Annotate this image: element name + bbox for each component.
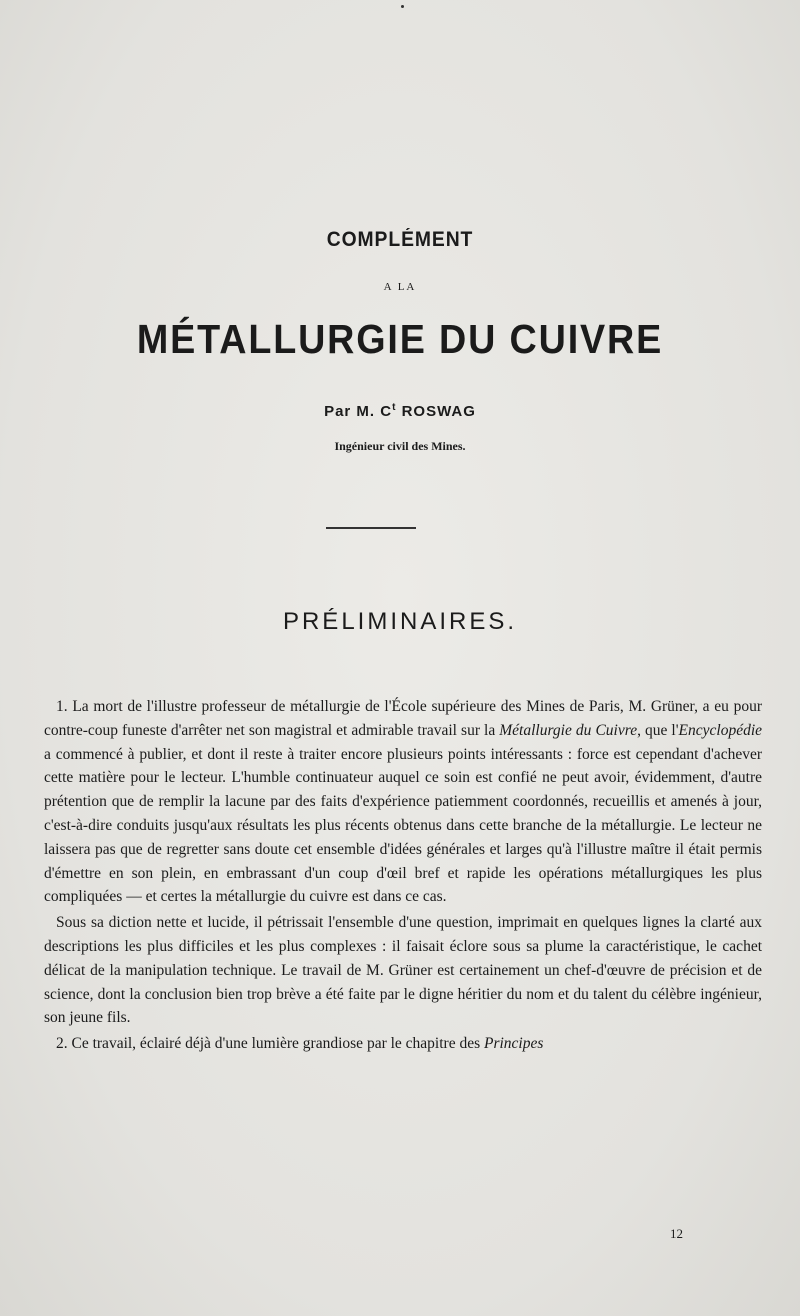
paragraph-number: 1. xyxy=(56,698,68,715)
text-segment: La mort de l'illustre professeur de métallurgie de l'École supérieure des Mines de Paris, M. Grüner, a eu pour contre-coup funeste d'arrêter net son magistral et admirable travail sur la xyxy=(44,698,762,739)
page-number: 12 xyxy=(670,1226,683,1241)
text-segment-italic: Encyclopédie xyxy=(678,721,763,739)
paragraph-number: 2. xyxy=(56,1035,68,1053)
paragraph-3 xyxy=(44,1032,762,1056)
paragraph-1 xyxy=(44,695,762,909)
text-segment-italic: Principes xyxy=(484,1035,544,1053)
text-segment-italic: Métallurgie du Cuivre xyxy=(499,721,638,739)
text-segment: Ce travail, éclairé déjà d'une lumière grandiose par le chapitre des xyxy=(67,1035,484,1053)
text-segment: Sous sa diction nette et lucide, il pétrissait l'ensemble d'une question, imprimait en quelques lignes la clarté aux descriptions les plus difficiles et les plus complexes : il faisait éclore sous sa plume la caractéristique, le cachet délicat de la manipulation technique. Le travail de M. Grüner est certainement un chef-d'œuvre de précision et de science, dont la conclusion bien trop brève a été faite par le digne héritier du nom et du talent du célèbre ingénieur, son jeune fils. xyxy=(44,914,762,1027)
author-byline xyxy=(0,402,800,420)
text-segment: , que l' xyxy=(637,721,679,739)
section-title: PRÉLIMINAIRES. xyxy=(282,608,518,635)
title-complement: COMPLÉMENT xyxy=(326,228,474,251)
divider-rule xyxy=(326,527,416,529)
title-a-la: A LA xyxy=(383,281,417,293)
author-name: ROSWAG xyxy=(396,403,476,420)
author-role: Ingénieur civil des Mines. xyxy=(334,439,466,453)
text-segment: a commencé à publier, et dont il reste à traiter encore plusieurs points intéressants : force est cependant d'achever cette matière pour le lecteur. L'humble continuateur auquel ce soin est confié ne peut avoir, évidemment, d'autre prétention que de remplir la lacune par des faits d'expérience patiemment coordonnés, recueillis et amenés à jour, c'est-à-dire conduits jusqu'aux résultats les plus récents obtenus dans cette branche de la métallurgie. Le lecteur ne laissera pas que de regretter sans doute cet ensemble d'idées générales et larges qu'à l'illustre maître il était permis d'émettre en son plein, en embrassant d'un coup d'œil bref et rapide les opérations métallurgiques les plus compliquées — et certes la métallurgie du cuivre est dans ce cas. xyxy=(44,745,762,906)
byline-prefix: Par M. C xyxy=(324,403,393,420)
main-title: MÉTALLURGIE DU CUIVRE xyxy=(136,316,664,362)
body-text xyxy=(44,695,762,1056)
byline-sup: t xyxy=(392,402,397,413)
paragraph-2 xyxy=(44,911,762,1030)
ink-speck xyxy=(401,5,404,8)
